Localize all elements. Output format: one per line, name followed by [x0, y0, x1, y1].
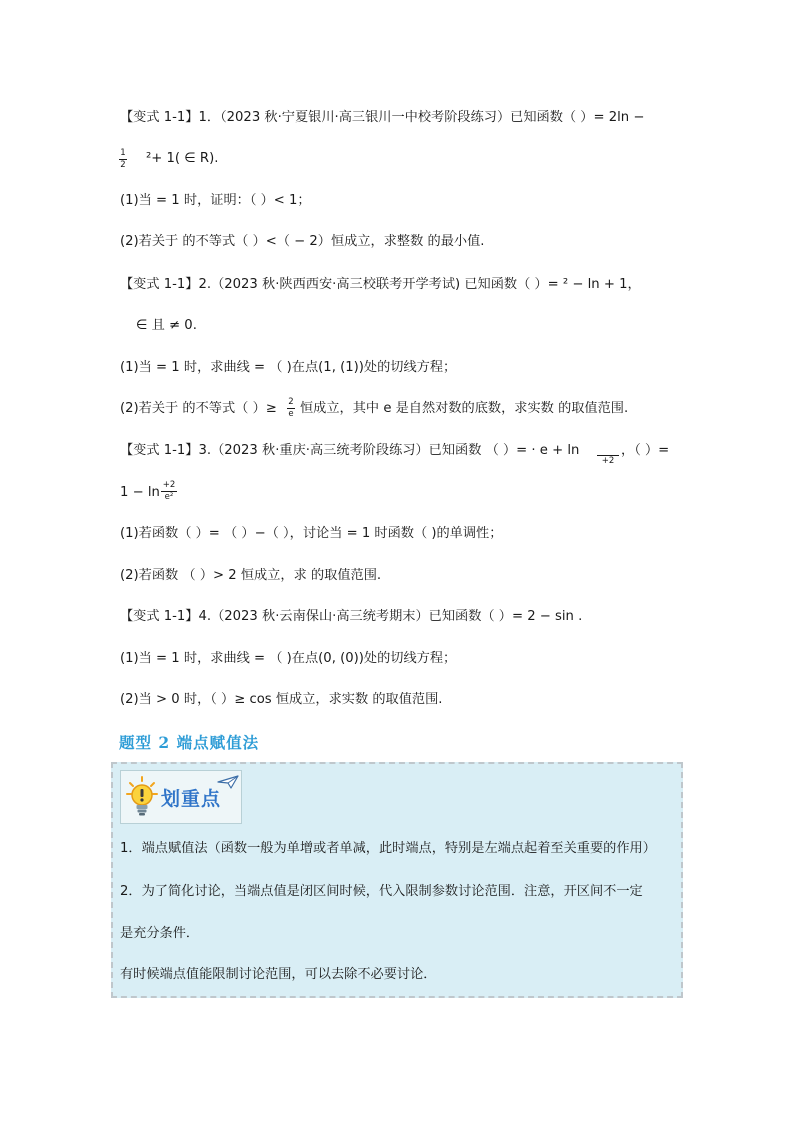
problem-3-fraction-denominator-2: e² [164, 492, 174, 502]
problem-4-question-2: (2)当 > 0 时，（ ）≥ cos 恒成立，求实数 的取值范围. [120, 692, 443, 707]
key-point-3: 有时候端点值能限制讨论范围，可以去除不必要讨论． [120, 967, 437, 982]
problem-3-statement: 【变式 1-1】3.（2023 秋·重庆·高三统考阶段练习）已知函数 （ ）= · e + ln [120, 443, 580, 458]
lightbulb-icon [125, 775, 159, 819]
key-point-2: 2．为了简化讨论，当端点值是闭区间时候，代入限制参数讨论范围．注意，开区间不一定 [120, 884, 643, 899]
problem-2-fraction-numerator: 2 [288, 397, 294, 407]
problem-4-statement: 【变式 1-1】4.（2023 秋·云南保山·高三统考期末）已知函数（ ）= 2 − sin . [120, 609, 583, 624]
problem-1-question-1: (1)当 = 1 时，证明：（ ）< 1； [120, 193, 311, 208]
problem-2-statement: 【变式 1-1】2.（2023 秋·陕西西安·高三校联考开学考试) 已知函数（ ）= ² − ln + 1， [120, 277, 641, 292]
problem-2-question-2-part-a: (2)若关于 的不等式（ ）≥ [120, 401, 277, 416]
problem-3-fraction-denominator-1: +2 [601, 456, 615, 466]
problem-3-question-1: (1)若函数（ ）= （ ）−（ ），讨论当 = 1 时函数（ )的单调性； [120, 526, 503, 541]
problem-1-fraction-numerator: 1 [120, 148, 126, 158]
paper-plane-icon [217, 774, 239, 790]
problem-2-fraction-denominator: e [288, 409, 294, 419]
problem-1-statement: 【变式 1-1】1．（2023 秋·宁夏银川·高三银川一中校考阶段练习）已知函数（ ）= 2ln − [120, 110, 645, 125]
problem-1-question-2: (2)若关于 的不等式（ ）<（ − 2）恒成立，求整数 的最小值. [120, 234, 485, 249]
key-point-1: 1．端点赋值法（函数一般为单增或者单减，此时端点，特别是左端点起着至关重要的作用） [120, 841, 656, 856]
problem-2-question-1: (1)当 = 1 时，求曲线 = （ )在点(1, (1))处的切线方程； [120, 360, 457, 375]
problem-4-question-1: (1)当 = 1 时，求曲线 = （ )在点(0, (0))处的切线方程； [120, 651, 457, 666]
problem-1-statement-cont: ²+ 1( ∈ R). [146, 151, 219, 166]
section-title: 题型 2 端点赋值法 [119, 733, 260, 752]
key-points-badge [120, 770, 242, 824]
problem-1-fraction-denominator: 2 [120, 160, 126, 170]
key-points-badge-label: 划重点 [161, 788, 222, 810]
problem-3-fraction-numerator-2: +2 [162, 480, 176, 490]
problem-2-question-2-part-b: 恒成立，其中 e 是自然对数的底数，求实数 的取值范围. [300, 401, 629, 416]
problem-3-question-2: (2)若函数 （ ）> 2 恒成立，求 的取值范围. [120, 568, 382, 583]
problem-3-statement-tail: ，（ ）= [621, 443, 670, 458]
key-point-2-cont: 是充分条件． [120, 926, 200, 941]
problem-2-statement-cont: ∈ 且 ≠ 0. [136, 318, 197, 333]
problem-3-statement-cont: 1 − ln [120, 485, 160, 500]
